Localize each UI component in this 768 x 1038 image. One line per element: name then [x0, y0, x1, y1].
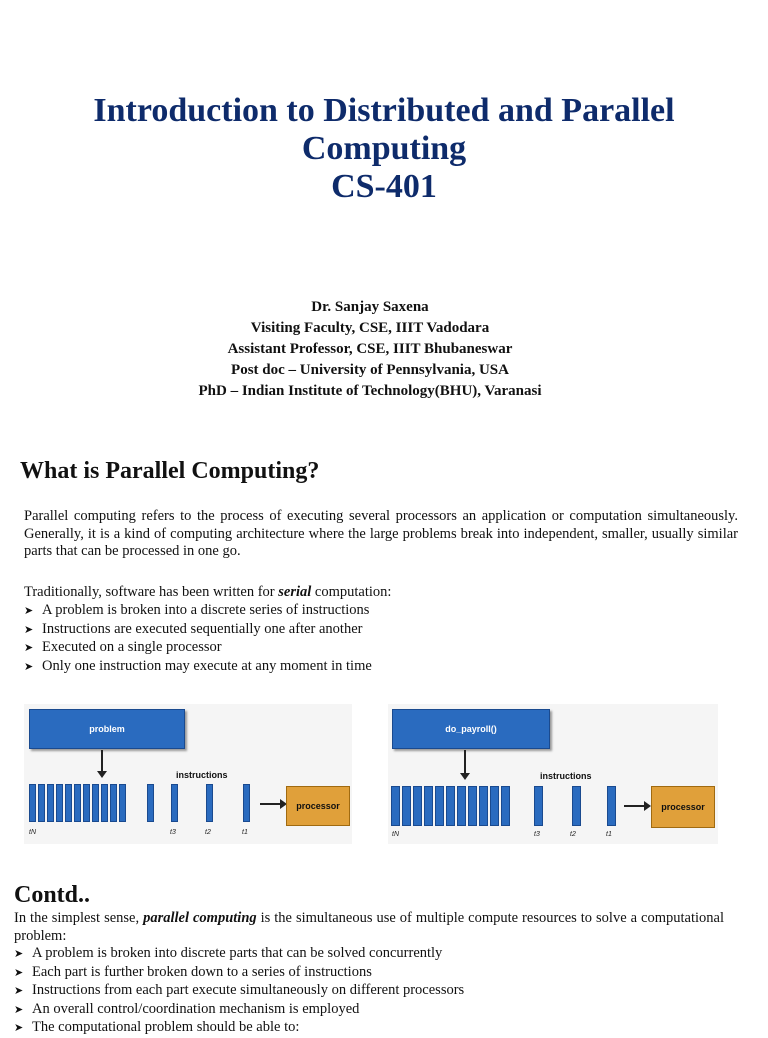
section-heading: What is Parallel Computing?	[20, 458, 320, 484]
right-arrow-icon	[260, 803, 280, 805]
serial-intro-post: computation:	[311, 584, 392, 600]
author-line: Assistant Professor, CSE, IIIT Bhubaneswar	[227, 341, 513, 357]
list-item: ➤ Only one instruction may execute at any moment in time	[24, 658, 372, 677]
instruction-bar	[83, 784, 90, 822]
title-line-3: CS-401	[331, 168, 437, 205]
instruction-bar	[391, 786, 400, 826]
serial-diagram-left	[24, 704, 352, 844]
arrow-bullet-icon: ➤	[24, 605, 34, 617]
instruction-bar	[101, 784, 108, 822]
instruction-bar	[29, 784, 36, 822]
instruction-bar	[206, 784, 213, 822]
processor-box: processor	[286, 786, 350, 826]
instruction-bar	[74, 784, 81, 822]
instruction-bar	[56, 784, 63, 822]
processor-box: processor	[651, 786, 715, 828]
instruction-bar	[110, 784, 117, 822]
time-label: t1	[606, 831, 612, 838]
list-item: ➤ Each part is further broken down to a series of instructions	[14, 964, 464, 983]
arrow-bullet-icon: ➤	[24, 642, 34, 654]
instruction-bar	[119, 784, 126, 822]
instruction-bar	[479, 786, 488, 826]
time-label: tN	[392, 831, 399, 838]
author-line: PhD – Indian Institute of Technology(BHU), Varanasi	[198, 383, 542, 399]
arrow-bullet-icon: ➤	[14, 948, 24, 960]
list-item: ➤ The computational problem should be able to:	[14, 1019, 464, 1038]
list-item: ➤ Instructions are executed sequentially one after another	[24, 621, 372, 640]
time-label: t2	[205, 829, 211, 836]
author-line: Visiting Faculty, CSE, IIIT Vadodara	[250, 320, 490, 336]
instruction-bar	[92, 784, 99, 822]
arrow-bullet-icon: ➤	[14, 985, 24, 997]
serial-bullets	[24, 602, 372, 676]
problem-box: problem	[29, 709, 185, 749]
slide-title	[0, 92, 768, 206]
time-label: t2	[570, 831, 576, 838]
instruction-bar	[424, 786, 433, 826]
list-item: ➤ Instructions from each part execute simultaneously on different processors	[14, 982, 464, 1001]
author-line: Post doc – University of Pennsylvania, USA	[231, 362, 509, 378]
instruction-bar	[607, 786, 616, 826]
instruction-bar	[534, 786, 543, 826]
instructions-label: instructions	[540, 771, 592, 781]
serial-diagram-right	[388, 704, 718, 844]
instruction-bar	[171, 784, 178, 822]
problem-box: do_payroll()	[392, 709, 550, 749]
parallel-intro-pre: In the simplest sense,	[14, 910, 144, 926]
instruction-bar	[572, 786, 581, 826]
instruction-bar	[413, 786, 422, 826]
parallel-intro-post: is the simultaneous use of multiple compute resources to solve a computational problem:	[14, 910, 724, 944]
title-line-1: Introduction to Distributed and Parallel	[93, 92, 675, 129]
arrow-bullet-icon: ➤	[14, 966, 24, 979]
serial-intro	[24, 584, 738, 602]
parallel-intro	[14, 910, 724, 945]
arrow-bullet-icon: ➤	[24, 660, 34, 673]
arrow-bullet-icon: ➤	[14, 1003, 24, 1016]
instruction-bar	[446, 786, 455, 826]
parallel-intro-em: parallel computing	[143, 910, 257, 926]
down-arrow-icon	[101, 750, 103, 772]
arrow-bullet-icon: ➤	[14, 1022, 24, 1034]
instruction-bar	[490, 786, 499, 826]
time-label: t3	[170, 829, 176, 836]
list-item: ➤ Executed on a single processor	[24, 639, 372, 658]
author-line: Dr. Sanjay Saxena	[311, 299, 429, 315]
instruction-bar	[457, 786, 466, 826]
arrow-bullet-icon: ➤	[24, 623, 34, 636]
instruction-bar	[243, 784, 250, 822]
section-paragraph: Parallel computing refers to the process of executing several processors an application or computation simultaneously. Generally, it is a kind of computing architecture where the large problems break into independent, smaller, usually similar parts that can be processed in one go.	[24, 508, 738, 559]
serial-intro-pre: Traditionally, software has been written for	[24, 584, 279, 600]
instruction-bar	[435, 786, 444, 826]
down-arrow-icon	[464, 750, 466, 774]
instruction-bar	[38, 784, 45, 822]
list-item: ➤ A problem is broken into discrete parts that can be solved concurrently	[14, 945, 464, 964]
instructions-label: instructions	[176, 770, 228, 780]
list-item: ➤ A problem is broken into a discrete series of instructions	[24, 602, 372, 621]
section-heading: Contd..	[14, 882, 91, 908]
author-info	[0, 297, 740, 402]
serial-intro-em: serial	[278, 584, 312, 600]
instruction-bar	[47, 784, 54, 822]
title-line-2: Computing	[301, 130, 467, 167]
instruction-bar	[147, 784, 154, 822]
right-arrow-icon	[624, 805, 644, 807]
instruction-bar	[468, 786, 477, 826]
instruction-bar	[65, 784, 72, 822]
time-label: t3	[534, 831, 540, 838]
instruction-bar	[501, 786, 510, 826]
time-label: t1	[242, 829, 248, 836]
list-item: ➤ An overall control/coordination mechanism is employed	[14, 1001, 464, 1020]
instruction-bar	[402, 786, 411, 826]
time-label: tN	[29, 829, 36, 836]
